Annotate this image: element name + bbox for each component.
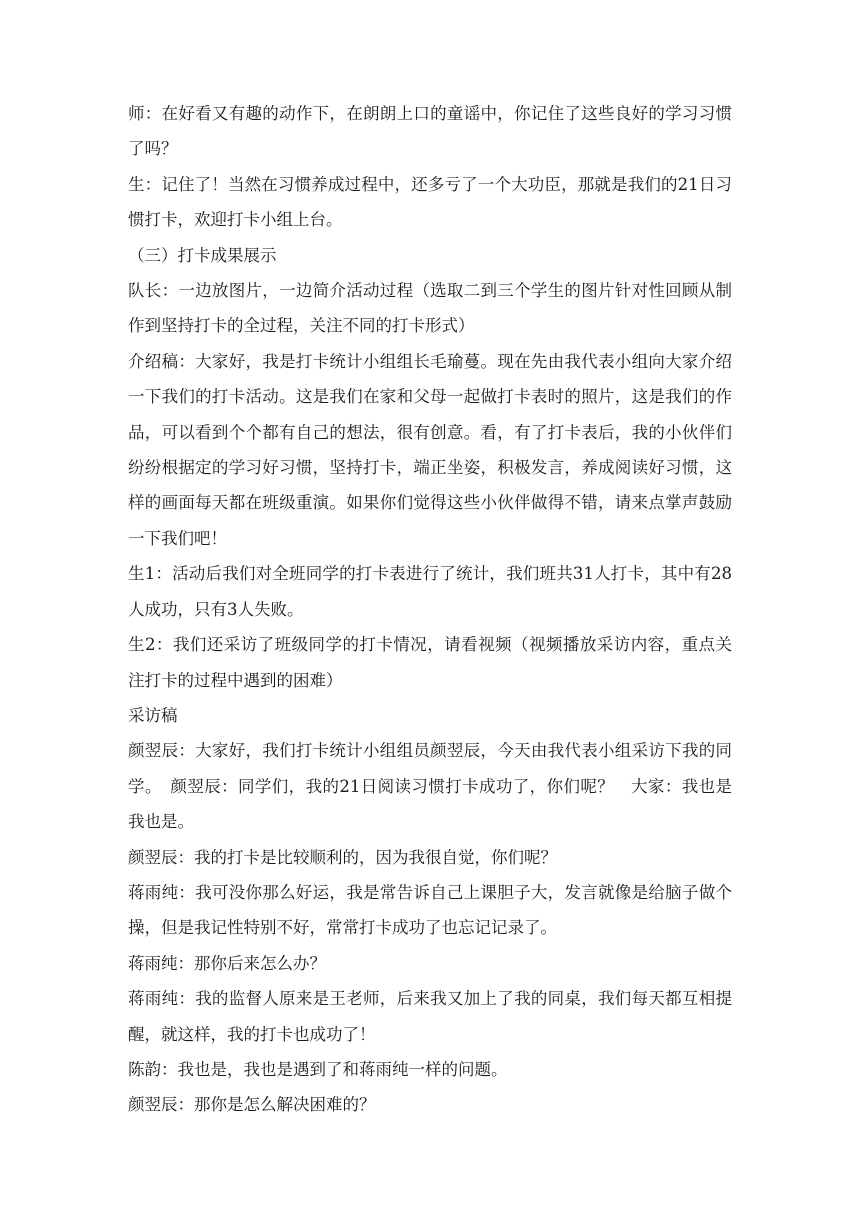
paragraph-student-1: 生1：活动后我们对全班同学的打卡表进行了统计，我们班共31人打卡，其中有28人成功，只有3人失败。 bbox=[128, 564, 732, 619]
section-heading-interview-script: 采访稿 bbox=[128, 705, 178, 725]
section-heading-checkin-results: （三）打卡成果展示 bbox=[128, 245, 277, 265]
paragraph-student-answer: 生：记住了！当然在习惯养成过程中，还多亏了一个大功臣，那就是我们的21日习惯打卡，欢迎打卡小组上台。 bbox=[128, 174, 732, 230]
paragraph-captain-intro: 队长：一边放图片，一边简介活动过程（选取二到三个学生的图片针对性回顾从制作到坚持打卡的全过程，关注不同的打卡形式） bbox=[128, 281, 732, 336]
paragraph-interview-line-6: 颜翌辰：那你是怎么解决困难的？ bbox=[128, 1095, 376, 1115]
paragraph-interview-line-2: 蒋雨纯：我可没你那么好运，我是常告诉自己上课胆子大，发言就像是给脑子做个操，但是我记性特别不好，常常打卡成功了也忘记记录了。 bbox=[128, 882, 732, 938]
paragraph-interview-line-4: 蒋雨纯：我的监督人原来是王老师，后来我又加上了我的同桌，我们每天都互相提醒，就这样，我的打卡也成功了！ bbox=[128, 989, 732, 1044]
document-body bbox=[128, 96, 732, 1123]
paragraph-interview-line-5: 陈韵：我也是，我也是遇到了和蒋雨纯一样的问题。 bbox=[128, 1059, 508, 1079]
paragraph-interview-line-3: 蒋雨纯：那你后来怎么办？ bbox=[128, 953, 326, 973]
paragraph-interview-line-1: 颜翌辰：我的打卡是比较顺利的，因为我很自觉，你们呢？ bbox=[128, 847, 557, 867]
paragraph-introduction-script: 介绍稿：大家好，我是打卡统计小组组长毛瑜蔓。现在先由我代表小组向大家介绍一下我们的打卡活动。这是我们在家和父母一起做打卡表时的照片，这是我们的作品，可以看到个个都有自己的想法，很有创意。看，有了打卡表后，我的小伙伴们纷纷根据定的学习好习惯，坚持打卡，端正坐姿，积极发言，养成阅读好习惯，这样的画面每天都在班级重演。如果你们觉得这些小伙伴做得不错，请来点掌声鼓励一下我们吧！ bbox=[128, 351, 732, 548]
paragraph-interview-opening: 颜翌辰：大家好，我们打卡统计小组组员颜翌辰，今天由我代表小组采访下我的同学。 颜翌辰：同学们，我的21日阅读习惯打卡成功了，你们呢？ 大家：我也是我也是。 bbox=[128, 741, 732, 832]
paragraph-student-2: 生2：我们还采访了班级同学的打卡情况，请看视频（视频播放采访内容，重点关注打卡的过程中遇到的困难） bbox=[128, 635, 732, 690]
paragraph-teacher-question: 师：在好看又有趣的动作下，在朗朗上口的童谣中，你记住了这些良好的学习习惯了吗？ bbox=[128, 104, 732, 159]
